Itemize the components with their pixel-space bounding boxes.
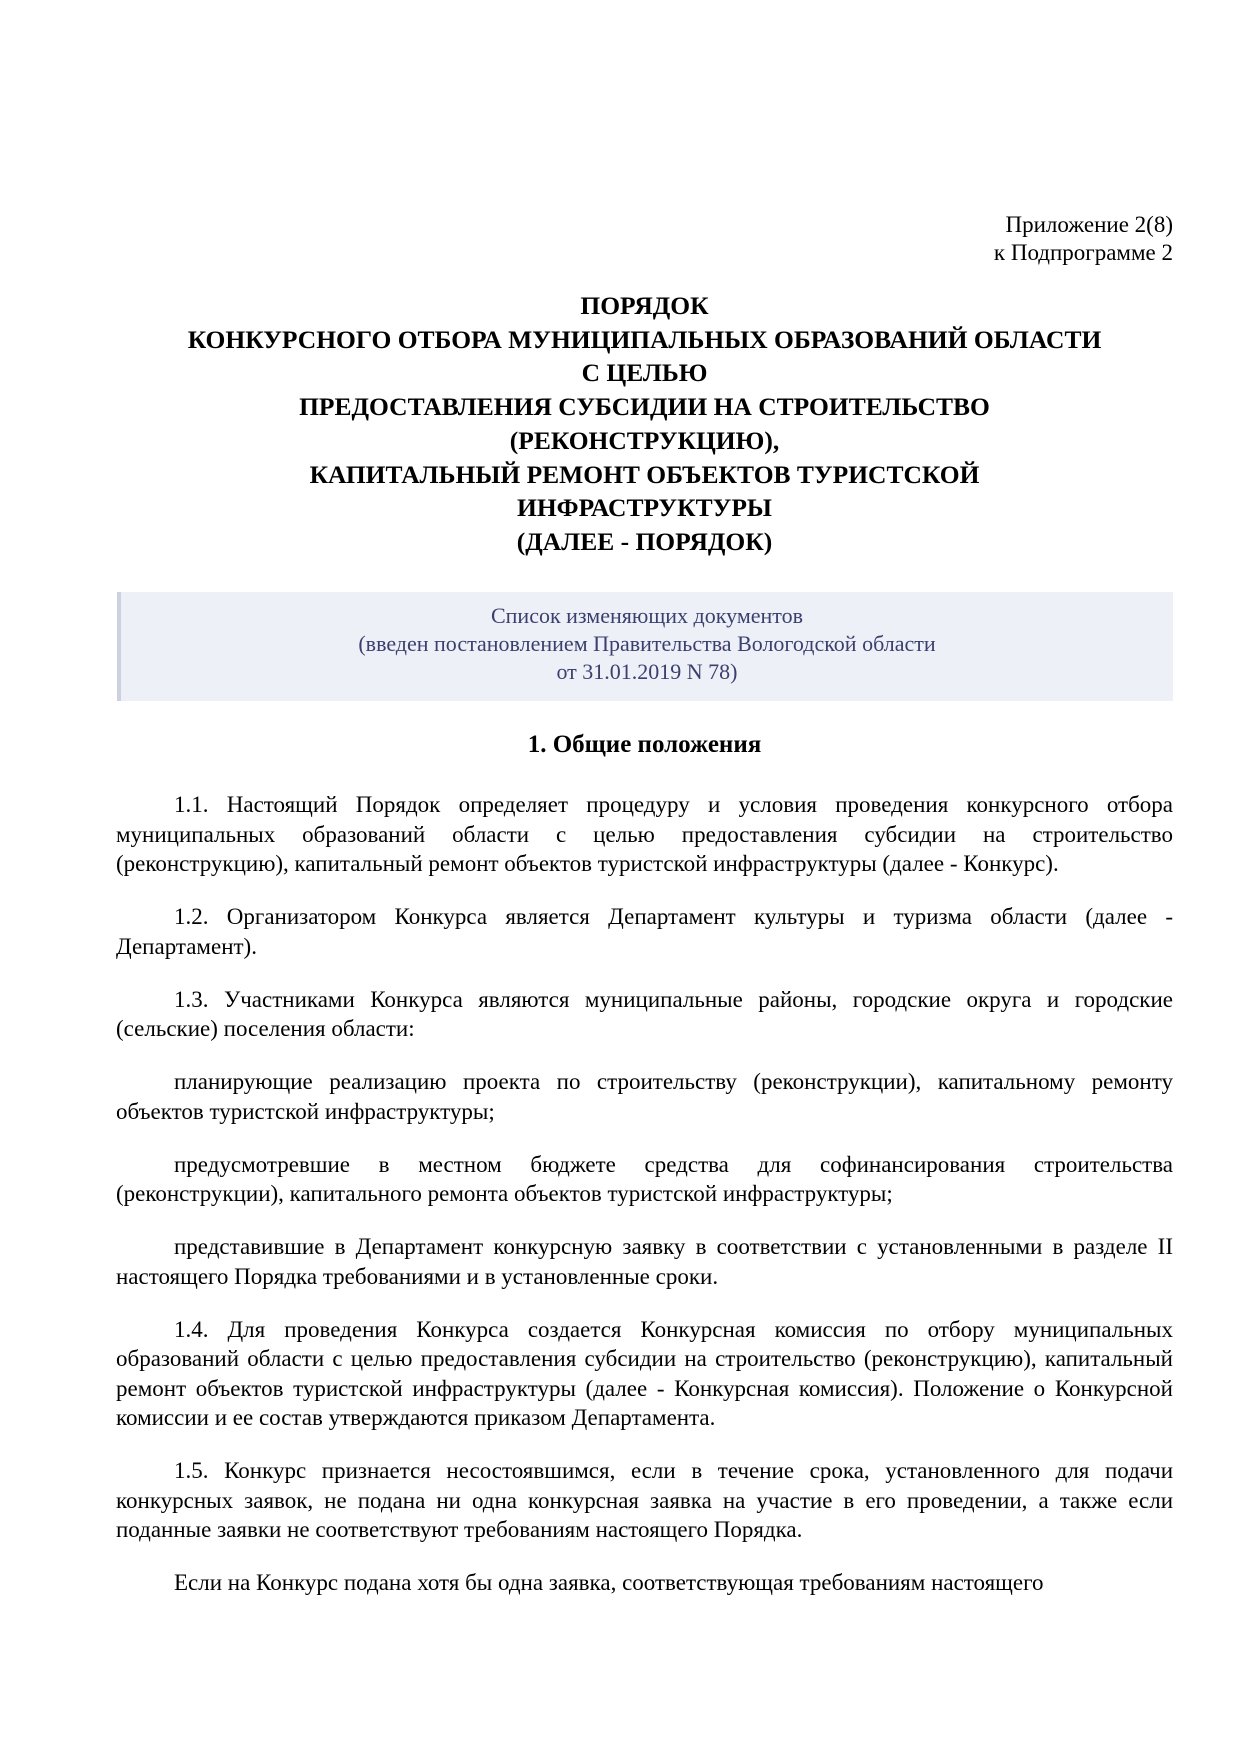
paragraph-1-5: 1.5. Конкурс признается несостоявшимся, если в течение срока, установленного для подачи конкурсных заявок, не подана ни одна конкурсная заявка на участие в его проведении, а также если поданные заявки не соответствуют требованиям настоящего Порядка.	[116, 1458, 1173, 1542]
title-line: ПРЕДОСТАВЛЕНИЯ СУБСИДИИ НА СТРОИТЕЛЬСТВО	[299, 392, 990, 422]
paragraph-1-2: 1.2. Организатором Конкурса является Департамент культуры и туризма области (далее - Департамент).	[116, 904, 1173, 959]
section-body	[116, 790, 1173, 1598]
changing-documents-line: от 31.01.2019 N 78)	[556, 659, 738, 684]
paragraph-continued: Если на Конкурс подана хотя бы одна заявка, соответствующая требованиям настоящего	[174, 1570, 1044, 1595]
title-line: ИНФРАСТРУКТУРЫ	[517, 493, 772, 523]
paragraph-item: планирующие реализацию проекта по строительству (реконструкции), капитальному ремонту объектов туристской инфраструктуры;	[116, 1069, 1173, 1124]
changing-documents-line: (введен постановлением Правительства Вологодской области	[358, 631, 936, 656]
appendix-reference	[994, 211, 1173, 267]
paragraph-1-4: 1.4. Для проведения Конкурса создается Конкурсная комиссия по отбору муниципальных образований области с целью предоставления субсидии на строительство (реконструкцию), капитальный ремонт объектов туристской инфраструктуры (далее - Конкурсная комиссия). Положение о Конкурсной комиссии и ее состав утверждаются приказом Департамента.	[116, 1316, 1173, 1430]
section-heading: 1. Общие положения	[527, 731, 762, 758]
appendix-line-1: Приложение 2(8)	[1005, 212, 1173, 237]
paragraph-item: представившие в Департамент конкурсную заявку в соответствии с установленными в разделе II настоящего Порядка требованиями и в установленные сроки.	[116, 1234, 1173, 1289]
title-line: С ЦЕЛЬЮ	[581, 358, 708, 388]
title-line: ПОРЯДОК	[580, 291, 709, 320]
appendix-line-2: к Подпрограмме 2	[993, 240, 1173, 265]
title-line: КОНКУРСНОГО ОТБОРА МУНИЦИПАЛЬНЫХ ОБРАЗОВАНИЙ ОБЛАСТИ	[187, 324, 1102, 354]
changing-documents-box	[117, 592, 1173, 701]
title-line: КАПИТАЛЬНЫЙ РЕМОНТ ОБЪЕКТОВ ТУРИСТСКОЙ	[309, 459, 980, 489]
paragraph-item: предусмотревшие в местном бюджете средства для софинансирования строительства (реконструкции), капитального ремонта объектов туристской инфраструктуры;	[116, 1151, 1173, 1206]
paragraph-1-1: 1.1. Настоящий Порядок определяет процедуру и условия проведения конкурсного отбора муниципальных образований области с целью предоставления субсидии на строительство (реконструкцию), капитальный ремонт объектов туристской инфраструктуры (далее - Конкурс).	[116, 792, 1173, 876]
paragraph-1-3: 1.3. Участниками Конкурса являются муниципальные районы, городские округа и городские (сельские) поселения области:	[116, 986, 1173, 1041]
title-line: (ДАЛЕЕ - ПОРЯДОК)	[516, 526, 773, 556]
document-title	[116, 289, 1173, 559]
changing-documents-heading: Список изменяющих документов	[490, 603, 803, 628]
title-line: (РЕКОНСТРУКЦИЮ),	[509, 425, 780, 455]
